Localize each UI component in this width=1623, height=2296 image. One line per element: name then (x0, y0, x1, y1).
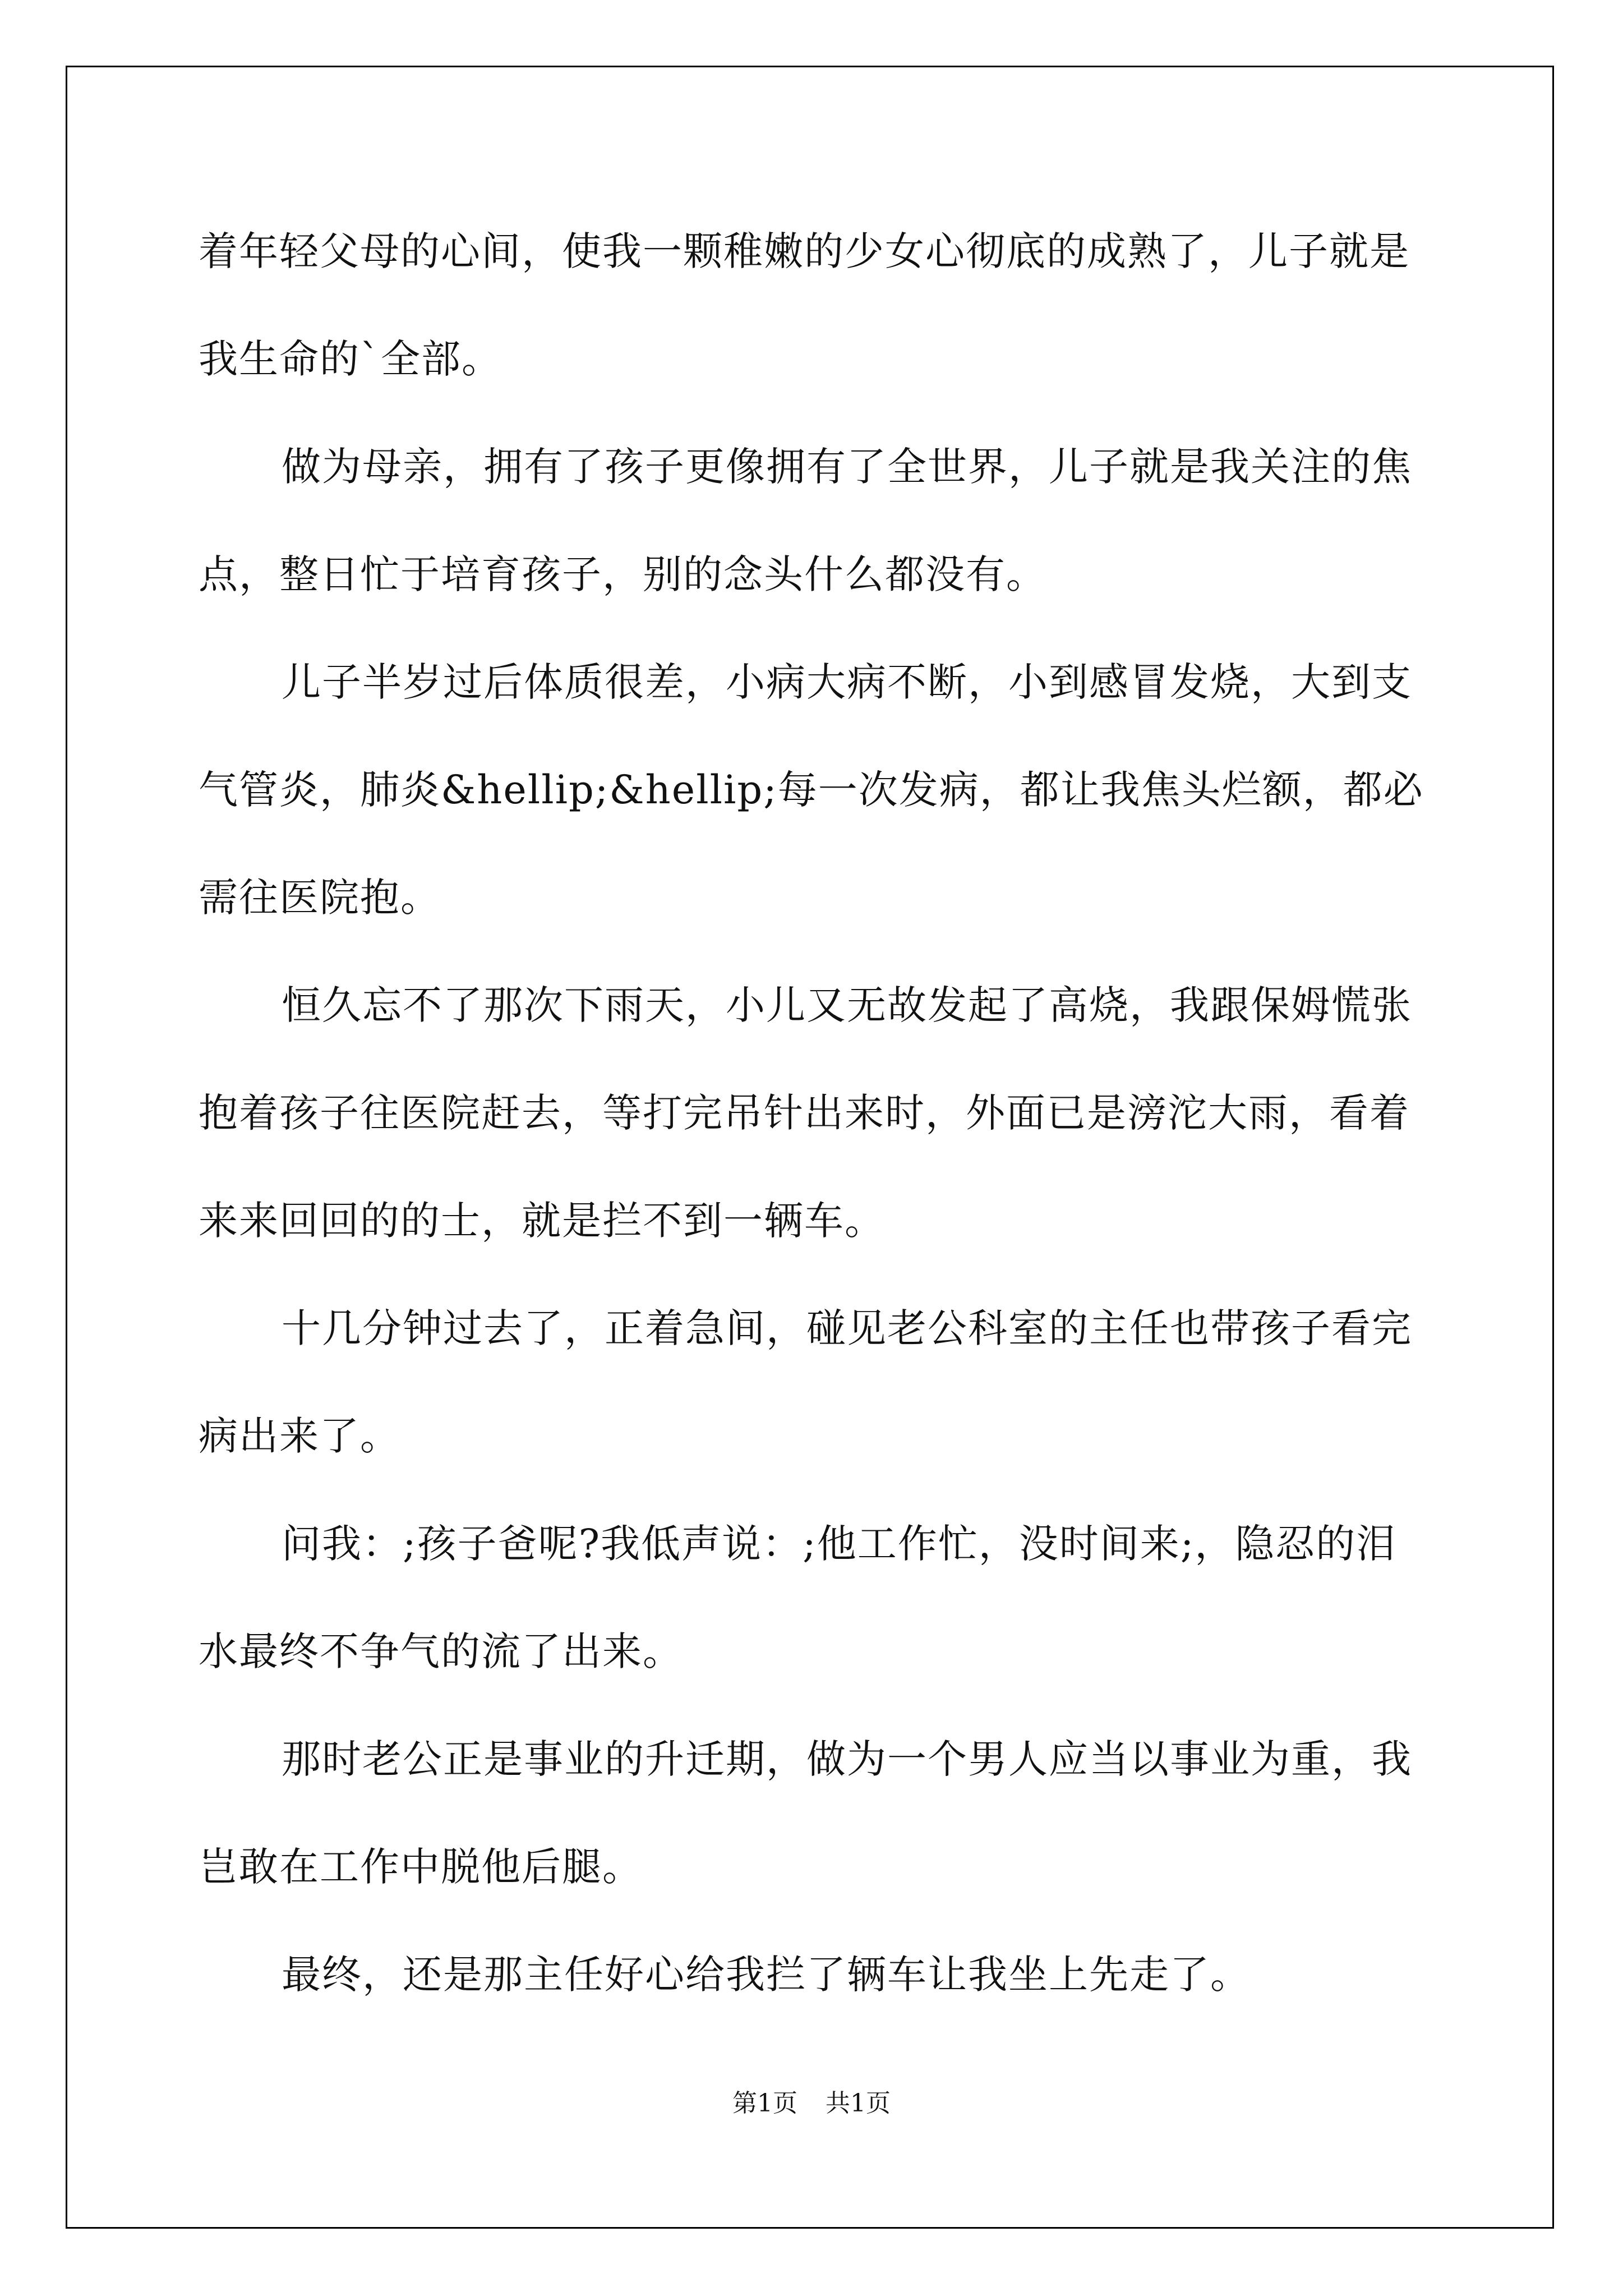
text-line: 岂敢在工作中脱他后腿。 (199, 1844, 643, 1890)
paragraph-first-line: 那时老公正是事业的升迁期，做为一个男人应当以事业为重，我 (282, 1736, 1412, 1782)
paragraph-first-line: 十几分钟过去了，正着急间，碰见老公科室的主任也带孩子看完 (282, 1305, 1412, 1351)
page-number: 第1页 (732, 2089, 797, 2118)
text-line: 我生命的`全部。 (199, 336, 502, 382)
text-line: 点，整日忙于培育孩子，别的念头什么都没有。 (199, 551, 1046, 597)
text-line: 病出来了。 (199, 1413, 400, 1459)
paragraph-first-line: 问我：;孩子爸呢?我低声说：;他工作忙，没时间来;，隐忍的泪 (282, 1521, 1397, 1567)
text-line: 来来回回的的士，就是拦不到一辆车。 (199, 1198, 885, 1244)
paragraph-first-line: 儿子半岁过后体质很差，小病大病不断，小到感冒发烧，大到支 (282, 659, 1412, 705)
paragraph-first-line: 做为母亲，拥有了孩子更像拥有了全世界，儿子就是我关注的焦 (282, 444, 1412, 490)
text-line: 着年轻父母的心间，使我一颗稚嫩的少女心彻底的成熟了，儿子就是 (199, 228, 1410, 274)
page-border (66, 66, 1554, 2229)
text-line: 水最终不争气的流了出来。 (199, 1628, 683, 1674)
page-total: 共1页 (826, 2089, 891, 2118)
text-line: 需往医院抱。 (199, 875, 441, 921)
text-line: 抱着孩子往医院赶去，等打完吊针出来时，外面已是滂沱大雨，看着 (199, 1090, 1410, 1136)
paragraph-first-line: 最终，还是那主任好心给我拦了辆车让我坐上先走了。 (282, 1952, 1251, 1998)
page-footer (0, 2087, 1623, 2120)
paragraph-first-line: 恒久忘不了那次下雨天，小儿又无故发起了高烧，我跟保姆慌张 (282, 982, 1412, 1028)
text-line: 气管炎，肺炎&hellip;&hellip;每一次发病，都让我焦头烂额，都必 (199, 767, 1424, 813)
